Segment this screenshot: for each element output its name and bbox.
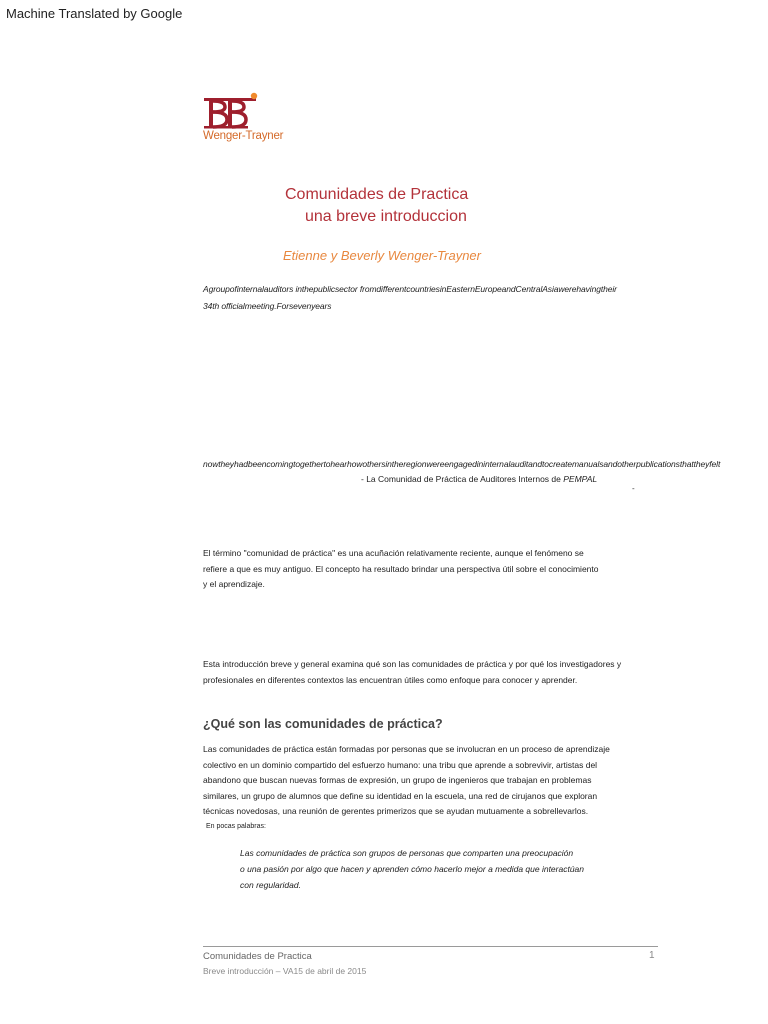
paragraph-intro [203,546,598,593]
document-title-line-2: una breve introduccion [305,208,467,225]
trailing-mark: - [632,484,635,493]
footer-title: Comunidades de Practica [203,951,312,962]
paragraph-line: similares, un grupo de alumnos que define su identidad en la escuela, una red de cirujanos que exploran [203,790,598,801]
wenger-trayner-logo [203,92,303,152]
paragraph-line: El término "comunidad de práctica" es una acuñación relativamente reciente, aunque el fenómeno se [203,548,584,558]
footer-divider [203,946,658,947]
epigraph-line-3: nowtheyhadbeencomingtogethertohearhowothersintheregionwereengagedininternalauditandtocreatemanualsandotherpublicationsthattheyfelt [203,459,721,469]
epigraph-line-2: 34th officialmeeting.Forsevenyears [203,301,332,311]
epigraph-line-1: Agroupofinternalauditors inthepublicsector fromdifferentcountriesinEasternEuropeandCentralAsiawerehavingtheir [203,284,617,294]
paragraph-line: abandono que buscan nuevas formas de expresión, un grupo de ingenieros que trabajan en problemas [203,775,592,785]
blockquote-line: o una pasión por algo que hacen y aprenden cómo hacerlo mejor a medida que interactúan [240,864,585,874]
epigraph-attribution [361,474,597,484]
blockquote-line: con regularidad. [240,880,301,890]
attribution-org: PEMPAL [563,474,598,484]
paragraph-definition [203,742,610,820]
paragraph-line: y el aprendizaje. [203,579,265,589]
paragraph-line: refiere a que es muy antiguo. El concepto ha resultado brindar una perspectiva útil sobre el conocimiento [203,563,599,574]
paragraph-line: Las comunidades de práctica están formadas por personas que se involucran en un proceso de aprendizaje [203,744,610,754]
paragraph-line: Esta introducción breve y general examina qué son las comunidades de práctica y por qué los investigadores y [203,659,622,669]
paragraph-line: técnicas novedosas, una reunión de gerentes primerizos que se ayudan mutuamente a sobrellevarlos. [203,806,589,816]
paragraph-line: profesionales en diferentes contextos las encuentran útiles como enfoque para conocer y aprender. [203,674,578,685]
attribution-text: - La Comunidad de Práctica de Auditores Internos de [361,474,564,484]
document-title-line-1: Comunidades de Practica [285,186,469,203]
machine-translation-banner: Machine Translated by Google [6,6,183,21]
section-heading: ¿Qué son las comunidades de práctica? [203,717,443,731]
small-note: En pocas palabras: [206,823,266,830]
logo-brand-text: Wenger-Trayner [203,130,284,142]
footer-subtitle: Breve introducción – VA15 de abril de 2015 [203,966,367,976]
page-number: 1 [649,950,655,961]
logo-mark-icon [203,92,267,132]
authors: Etienne y Beverly Wenger-Trayner [283,248,481,263]
paragraph-line: colectivo en un dominio compartido del esfuerzo humano: una tribu que aprende a sobrevivir, artistas del [203,759,598,770]
blockquote-line: Las comunidades de práctica son grupos de personas que comparten una preocupación [240,848,574,858]
definition-blockquote [240,845,584,893]
paragraph-overview [203,657,621,688]
